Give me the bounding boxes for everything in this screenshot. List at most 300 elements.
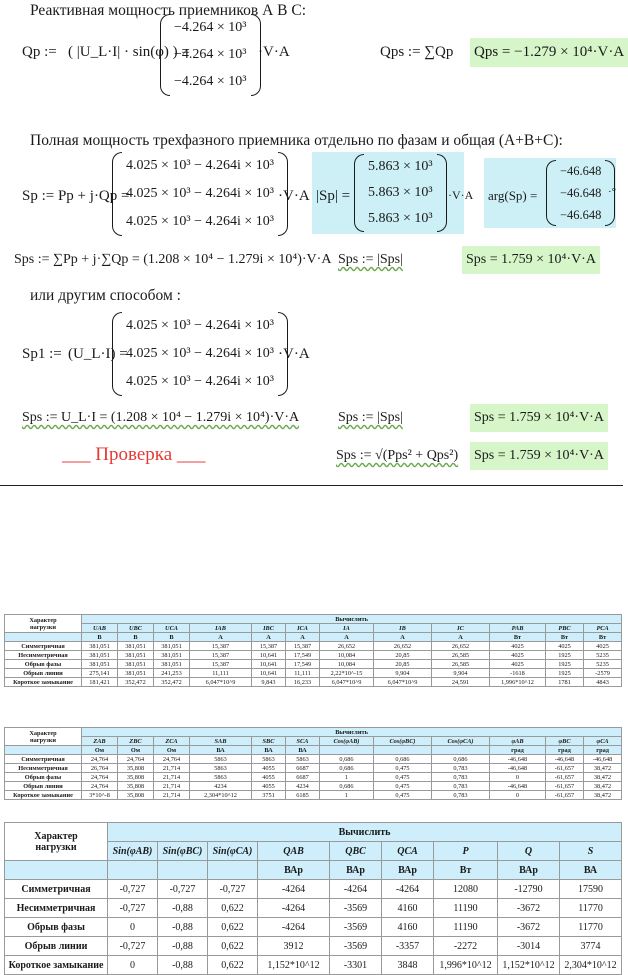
- column-unit: Вт: [546, 633, 584, 642]
- table-cell: 1: [320, 791, 374, 800]
- row-label: Несимметричная: [5, 899, 108, 918]
- sps-abs-definition-2: Sps := |Sps|: [338, 410, 403, 425]
- sps-sqrt-definition: Sps := √(Pps² + Qps²): [336, 448, 459, 463]
- table-cell: -3672: [498, 918, 560, 937]
- table-cell: -4264: [258, 918, 330, 937]
- table-cell: -3569: [330, 918, 382, 937]
- table-currents-powers: [4, 614, 622, 687]
- column-unit: ВАр: [382, 861, 434, 880]
- table-cell: 5235: [584, 651, 622, 660]
- column-unit: ВА: [190, 746, 252, 755]
- column-header: ZBC: [118, 737, 154, 746]
- table-cell: 1925: [546, 651, 584, 660]
- sp-unit: ·V·A: [278, 188, 310, 204]
- column-header: ZCA: [154, 737, 190, 746]
- column-header: Cos(φBC): [374, 737, 432, 746]
- table-cell: -61,657: [546, 773, 584, 782]
- column-unit: ВА: [286, 746, 320, 755]
- column-header: QBC: [330, 842, 382, 861]
- column-unit: Ом: [154, 746, 190, 755]
- table-cell: 1,996*10^12: [434, 956, 498, 975]
- sp1-value: 4.025 × 10³ − 4.264i × 10³: [126, 374, 274, 389]
- table-cell: 11770: [560, 918, 622, 937]
- arg-sp-value: −46.648: [560, 207, 602, 222]
- table-cell: 352,472: [118, 678, 154, 687]
- column-unit: ВАр: [258, 861, 330, 880]
- table-cell: -3301: [330, 956, 382, 975]
- table-row: [5, 764, 622, 773]
- table-cell: 38,472: [584, 791, 622, 800]
- table-cell: -46,648: [546, 755, 584, 764]
- table-cell: 21,714: [154, 791, 190, 800]
- sps-sum-line: Sps := ∑Pp + j·∑Qp = (1.208 × 10⁴ − 1.279i × 10⁴)·V·A: [14, 252, 332, 267]
- table-cell: 4160: [382, 899, 434, 918]
- column-header: IAB: [190, 624, 252, 633]
- table-cell: 3848: [382, 956, 434, 975]
- column-unit: [320, 746, 374, 755]
- table-cell: 10,641: [252, 651, 286, 660]
- table-impedances-angles: [4, 727, 622, 800]
- table-cell: 35,808: [118, 764, 154, 773]
- full-title: Полная мощность трехфазного приемника отдельно по фазам и общая (A+B+C):: [30, 132, 563, 149]
- table-cell: 26,652: [432, 642, 490, 651]
- table-cell: 0,622: [208, 899, 258, 918]
- abs-sp-matrix: [354, 154, 447, 232]
- table-cell: 26,652: [320, 642, 374, 651]
- table-cell: 1: [320, 773, 374, 782]
- table-cell: 24,764: [154, 755, 190, 764]
- table-cell: 24,591: [432, 678, 490, 687]
- table-cell: -61,657: [546, 764, 584, 773]
- abs-sp-lhs: |Sp| =: [316, 188, 351, 204]
- column-unit: Вт: [434, 861, 498, 880]
- qp-matrix: [160, 14, 261, 96]
- table-cell: -46,648: [490, 764, 546, 773]
- column-header: SBC: [252, 737, 286, 746]
- table-cell: 26,764: [82, 764, 118, 773]
- table-cell: 0: [490, 791, 546, 800]
- table-cell: 24,764: [118, 755, 154, 764]
- table-cell: -4264: [330, 880, 382, 899]
- table-row: [5, 660, 622, 669]
- row-label: Симметричная: [5, 755, 82, 764]
- sps-abs-definition: Sps := |Sps|: [338, 252, 403, 267]
- table-cell: 11770: [560, 899, 622, 918]
- column-header: PBC: [546, 624, 584, 633]
- table-cell: 9,904: [432, 669, 490, 678]
- row-label: Короткое замыкание: [5, 791, 82, 800]
- column-unit: ВАр: [330, 861, 382, 880]
- column-header: Sin(φCA): [208, 842, 258, 861]
- table-row: [5, 773, 622, 782]
- table-cell: 6,047*10^9: [190, 678, 252, 687]
- column-header: SAB: [190, 737, 252, 746]
- sp1-lhs: Sp1 :=: [22, 346, 62, 362]
- table-cell: -3014: [498, 937, 560, 956]
- column-header: UBC: [118, 624, 154, 633]
- column-unit: [108, 861, 158, 880]
- sps-result-3: Sps = 1.759 × 10⁴·V·A: [470, 442, 608, 470]
- check-label: ___ Проверка ___: [62, 444, 206, 465]
- table-cell: 181,421: [82, 678, 118, 687]
- column-header: φAB: [490, 737, 546, 746]
- table-cell: -0,88: [158, 956, 208, 975]
- column-unit: ВА: [560, 861, 622, 880]
- table-cell: -3569: [330, 899, 382, 918]
- table-cell: 24,764: [82, 782, 118, 791]
- column-header: IB: [374, 624, 432, 633]
- char-header: Характер нагрузки: [5, 728, 82, 746]
- table-row: [5, 678, 622, 687]
- table-cell: 0: [108, 956, 158, 975]
- table-cell: -12790: [498, 880, 560, 899]
- column-header: IA: [320, 624, 374, 633]
- qp-expr: ( |U_L·I| · sin(φ) ) =: [68, 44, 190, 60]
- sp1-expr: (U_L·I) =: [68, 346, 128, 362]
- table-cell: 1925: [546, 660, 584, 669]
- column-unit: [208, 861, 258, 880]
- table-cell: 38,472: [584, 764, 622, 773]
- table-cell: 381,051: [82, 660, 118, 669]
- table-cell: -3569: [330, 937, 382, 956]
- table-cell: 4055: [252, 773, 286, 782]
- table-cell: 0,783: [432, 764, 490, 773]
- row-label: Обрыв линии: [5, 937, 108, 956]
- table-cell: 9,843: [252, 678, 286, 687]
- table-cell: 10,084: [320, 651, 374, 660]
- calc-header: Вычислить: [82, 615, 622, 624]
- column-header: P: [434, 842, 498, 861]
- table-cell: 12080: [434, 880, 498, 899]
- column-header: IC: [432, 624, 490, 633]
- alt-title: или другим способом :: [30, 287, 181, 304]
- table-cell: 3751: [252, 791, 286, 800]
- table-cell: 6687: [286, 764, 320, 773]
- table-cell: 1,152*10^12: [258, 956, 330, 975]
- table-cell: -46,648: [490, 782, 546, 791]
- column-unit: ВА: [252, 746, 286, 755]
- sp-value: 4.025 × 10³ − 4.264i × 10³: [126, 158, 274, 173]
- column-header: SCA: [286, 737, 320, 746]
- table-cell: 381,051: [118, 651, 154, 660]
- table-row: [5, 755, 622, 764]
- table-cell: 4234: [190, 782, 252, 791]
- sps-product-line: Sps := U_L·I = (1.208 × 10⁴ − 1.279i × 10⁴)·V·A: [22, 410, 300, 425]
- table-cell: 6185: [286, 791, 320, 800]
- table-cell: 0,783: [432, 773, 490, 782]
- row-label: Несимметричная: [5, 764, 82, 773]
- table-cell: 26,652: [374, 642, 432, 651]
- table-row: [5, 899, 622, 918]
- arg-sp-value: −46.648: [560, 185, 602, 200]
- table-cell: 381,051: [154, 660, 190, 669]
- table-cell: 241,253: [154, 669, 190, 678]
- table-cell: 35,808: [118, 773, 154, 782]
- table-cell: 24,764: [82, 773, 118, 782]
- table-cell: -0,727: [108, 937, 158, 956]
- column-header: QAB: [258, 842, 330, 861]
- table-cell: 0,783: [432, 791, 490, 800]
- table-cell: 1925: [546, 669, 584, 678]
- qp-lhs: Qp :=: [22, 44, 57, 60]
- table-cell: 11190: [434, 918, 498, 937]
- table-cell: 11,111: [190, 669, 252, 678]
- table-cell: 15,387: [190, 651, 252, 660]
- table-cell: 5863: [190, 773, 252, 782]
- column-header: QCA: [382, 842, 434, 861]
- table-cell: -4264: [258, 899, 330, 918]
- table-cell: 21,714: [154, 773, 190, 782]
- abs-sp-unit: ·V·A: [448, 188, 474, 202]
- arg-sp-lhs: arg(Sp) =: [488, 188, 538, 203]
- table-cell: 0,622: [208, 956, 258, 975]
- table-cell: 35,808: [118, 782, 154, 791]
- qp-value: −4.264 × 10³: [174, 74, 247, 90]
- table-cell: 2,304*10^12: [560, 956, 622, 975]
- column-unit: А: [374, 633, 432, 642]
- table-cell: -0,727: [208, 880, 258, 899]
- table-cell: 4160: [382, 918, 434, 937]
- table-cell: 0,475: [374, 773, 432, 782]
- row-label: Симметричная: [5, 880, 108, 899]
- table-cell: 4025: [584, 642, 622, 651]
- sp1-value: 4.025 × 10³ − 4.264i × 10³: [126, 346, 274, 361]
- column-header: S: [560, 842, 622, 861]
- char-header: Характер нагрузки: [5, 823, 108, 861]
- table-cell: 2,304*10^12: [190, 791, 252, 800]
- table-row: [5, 791, 622, 800]
- reactive-title: Реактивная мощность приемников А В С:: [30, 2, 307, 19]
- qp-value: −4.264 × 10³: [174, 46, 247, 62]
- table-cell: -0,88: [158, 937, 208, 956]
- table-cell: 381,051: [82, 642, 118, 651]
- column-unit: град: [490, 746, 546, 755]
- column-header: Sin(φBC): [158, 842, 208, 861]
- column-unit: В: [82, 633, 118, 642]
- column-header: Q: [498, 842, 560, 861]
- table-cell: 9,904: [374, 669, 432, 678]
- sp-value: 4.025 × 10³ − 4.264i × 10³: [126, 186, 274, 201]
- table-cell: -3672: [498, 899, 560, 918]
- table-cell: -1618: [490, 669, 546, 678]
- column-unit: В: [154, 633, 190, 642]
- table-cell: 0,475: [374, 764, 432, 773]
- table-cell: 20,85: [374, 651, 432, 660]
- table-cell: 4025: [490, 651, 546, 660]
- table-cell: 10,641: [252, 669, 286, 678]
- sp-value: 4.025 × 10³ − 4.264i × 10³: [126, 214, 274, 229]
- table-cell: 21,714: [154, 782, 190, 791]
- table-cell: -4264: [258, 880, 330, 899]
- column-unit: град: [584, 746, 622, 755]
- row-label: Несимметричная: [5, 651, 82, 660]
- column-header: PAB: [490, 624, 546, 633]
- row-label: Обрыв линии: [5, 669, 82, 678]
- column-header: UCA: [154, 624, 190, 633]
- table-cell: 24,764: [82, 755, 118, 764]
- table-cell: 3*10^-8: [82, 791, 118, 800]
- table-row: [5, 937, 622, 956]
- column-unit: А: [286, 633, 320, 642]
- table-cell: 15,387: [286, 642, 320, 651]
- table-cell: -2272: [434, 937, 498, 956]
- column-unit: В: [118, 633, 154, 642]
- table-cell: 352,472: [154, 678, 190, 687]
- column-header: Sin(φAB): [108, 842, 158, 861]
- table-cell: -0,727: [158, 880, 208, 899]
- sp-matrix: [112, 152, 288, 236]
- sp-lhs: Sp := Pp + j·Qp =: [22, 188, 130, 204]
- row-label: Обрыв фазы: [5, 773, 82, 782]
- table-cell: 4055: [252, 764, 286, 773]
- table-cell: 38,472: [584, 782, 622, 791]
- table-cell: 3912: [258, 937, 330, 956]
- table-cell: -61,657: [546, 782, 584, 791]
- column-header: Cos(φCA): [432, 737, 490, 746]
- qps-definition: Qps := ∑Qp: [380, 44, 454, 60]
- table-cell: 2,22*10^-15: [320, 669, 374, 678]
- column-unit: А: [190, 633, 252, 642]
- table-cell: 1,996*10^12: [490, 678, 546, 687]
- table-cell: 16,233: [286, 678, 320, 687]
- table-cell: 17,549: [286, 660, 320, 669]
- table-cell: -0,727: [108, 880, 158, 899]
- table-row: [5, 669, 622, 678]
- column-unit: Вт: [584, 633, 622, 642]
- table-cell: -0,88: [158, 918, 208, 937]
- table-cell: 5863: [190, 764, 252, 773]
- table-cell: 0,622: [208, 918, 258, 937]
- table-cell: -0,727: [108, 899, 158, 918]
- table-cell: 38,472: [584, 773, 622, 782]
- abs-sp-value: 5.863 × 10³: [368, 159, 433, 174]
- table-row: [5, 880, 622, 899]
- table-cell: 4025: [490, 660, 546, 669]
- table-cell: 15,387: [252, 642, 286, 651]
- qp-unit: ·V·A: [258, 44, 290, 60]
- calc-header: Вычислить: [82, 728, 622, 737]
- arg-sp-unit: ·°: [608, 186, 617, 198]
- table-cell: 21,714: [154, 764, 190, 773]
- sp1-value: 4.025 × 10³ − 4.264i × 10³: [126, 318, 274, 333]
- table-cell: 381,051: [118, 642, 154, 651]
- table-cell: 15,387: [190, 642, 252, 651]
- table-cell: -46,648: [584, 755, 622, 764]
- column-header: ZAB: [82, 737, 118, 746]
- table-cell: 17,549: [286, 651, 320, 660]
- table-row: [5, 918, 622, 937]
- column-unit: А: [432, 633, 490, 642]
- table-cell: 0: [108, 918, 158, 937]
- table-cell: 15,387: [190, 660, 252, 669]
- column-header: IBC: [252, 624, 286, 633]
- qp-value: −4.264 × 10³: [174, 19, 247, 35]
- column-unit: [374, 746, 432, 755]
- table-cell: 0,686: [320, 764, 374, 773]
- table-cell: 1,152*10^12: [498, 956, 560, 975]
- table-cell: 0,686: [432, 755, 490, 764]
- arg-sp-value: −46.648: [560, 163, 602, 178]
- table-cell: 26,585: [432, 651, 490, 660]
- table-cell: 381,051: [154, 642, 190, 651]
- table-cell: 6687: [286, 773, 320, 782]
- table-cell: 0,686: [320, 755, 374, 764]
- table-cell: 4025: [546, 642, 584, 651]
- table-cell: -4264: [382, 880, 434, 899]
- table-row: [5, 642, 622, 651]
- column-header: φCA: [584, 737, 622, 746]
- table-cell: -61,657: [546, 791, 584, 800]
- table-cell: 381,051: [82, 651, 118, 660]
- table-cell: 5863: [286, 755, 320, 764]
- table-cell: -46,648: [490, 755, 546, 764]
- table-cell: -3357: [382, 937, 434, 956]
- table-cell: 5863: [252, 755, 286, 764]
- sps-result-2: Sps = 1.759 × 10⁴·V·A: [470, 404, 608, 432]
- table-cell: 3774: [560, 937, 622, 956]
- table-cell: 11,111: [286, 669, 320, 678]
- table-cell: 6,047*10^9: [320, 678, 374, 687]
- table-cell: 4055: [252, 782, 286, 791]
- sps-result: Sps = 1.759 × 10⁴·V·A: [462, 246, 600, 274]
- column-unit: Ом: [118, 746, 154, 755]
- column-unit: [432, 746, 490, 755]
- abs-sp-value: 5.863 × 10³: [368, 185, 433, 200]
- table-cell: 0,475: [374, 782, 432, 791]
- table-cell: -2579: [584, 669, 622, 678]
- table-cell: 11190: [434, 899, 498, 918]
- table-cell: 381,051: [154, 651, 190, 660]
- sp1-matrix: [112, 312, 288, 396]
- table-cell: 0,686: [320, 782, 374, 791]
- table-cell: 35,808: [118, 791, 154, 800]
- row-label: Короткое замыкание: [5, 956, 108, 975]
- table-cell: 1781: [546, 678, 584, 687]
- column-unit: [158, 861, 208, 880]
- table-cell: 0,783: [432, 782, 490, 791]
- table-cell: 6,047*10^9: [374, 678, 432, 687]
- column-unit: Ом: [82, 746, 118, 755]
- table-cell: 4843: [584, 678, 622, 687]
- column-unit: А: [252, 633, 286, 642]
- table-cell: 5235: [584, 660, 622, 669]
- arg-sp-matrix: [546, 160, 615, 226]
- table-sines-reactive: [4, 822, 622, 975]
- column-unit: град: [546, 746, 584, 755]
- column-header: UAB: [82, 624, 118, 633]
- table-row: [5, 782, 622, 791]
- column-header: ICA: [286, 624, 320, 633]
- table-cell: 4025: [490, 642, 546, 651]
- table-cell: 0,686: [374, 755, 432, 764]
- abs-sp-value: 5.863 × 10³: [368, 211, 433, 226]
- table-cell: 0,622: [208, 937, 258, 956]
- table-cell: 10,084: [320, 660, 374, 669]
- column-unit: Вт: [490, 633, 546, 642]
- table-cell: 0,475: [374, 791, 432, 800]
- table-cell: 0: [490, 773, 546, 782]
- table-cell: 10,641: [252, 660, 286, 669]
- table-cell: 381,051: [118, 660, 154, 669]
- table-cell: 4234: [286, 782, 320, 791]
- table-cell: 20,85: [374, 660, 432, 669]
- calc-header: Вычислить: [108, 823, 622, 842]
- qps-result: Qps = −1.279 × 10⁴·V·A: [470, 38, 628, 67]
- column-unit: А: [320, 633, 374, 642]
- table-cell: 26,585: [432, 660, 490, 669]
- row-label: Обрыв фазы: [5, 660, 82, 669]
- char-header: Характер нагрузки: [5, 615, 82, 633]
